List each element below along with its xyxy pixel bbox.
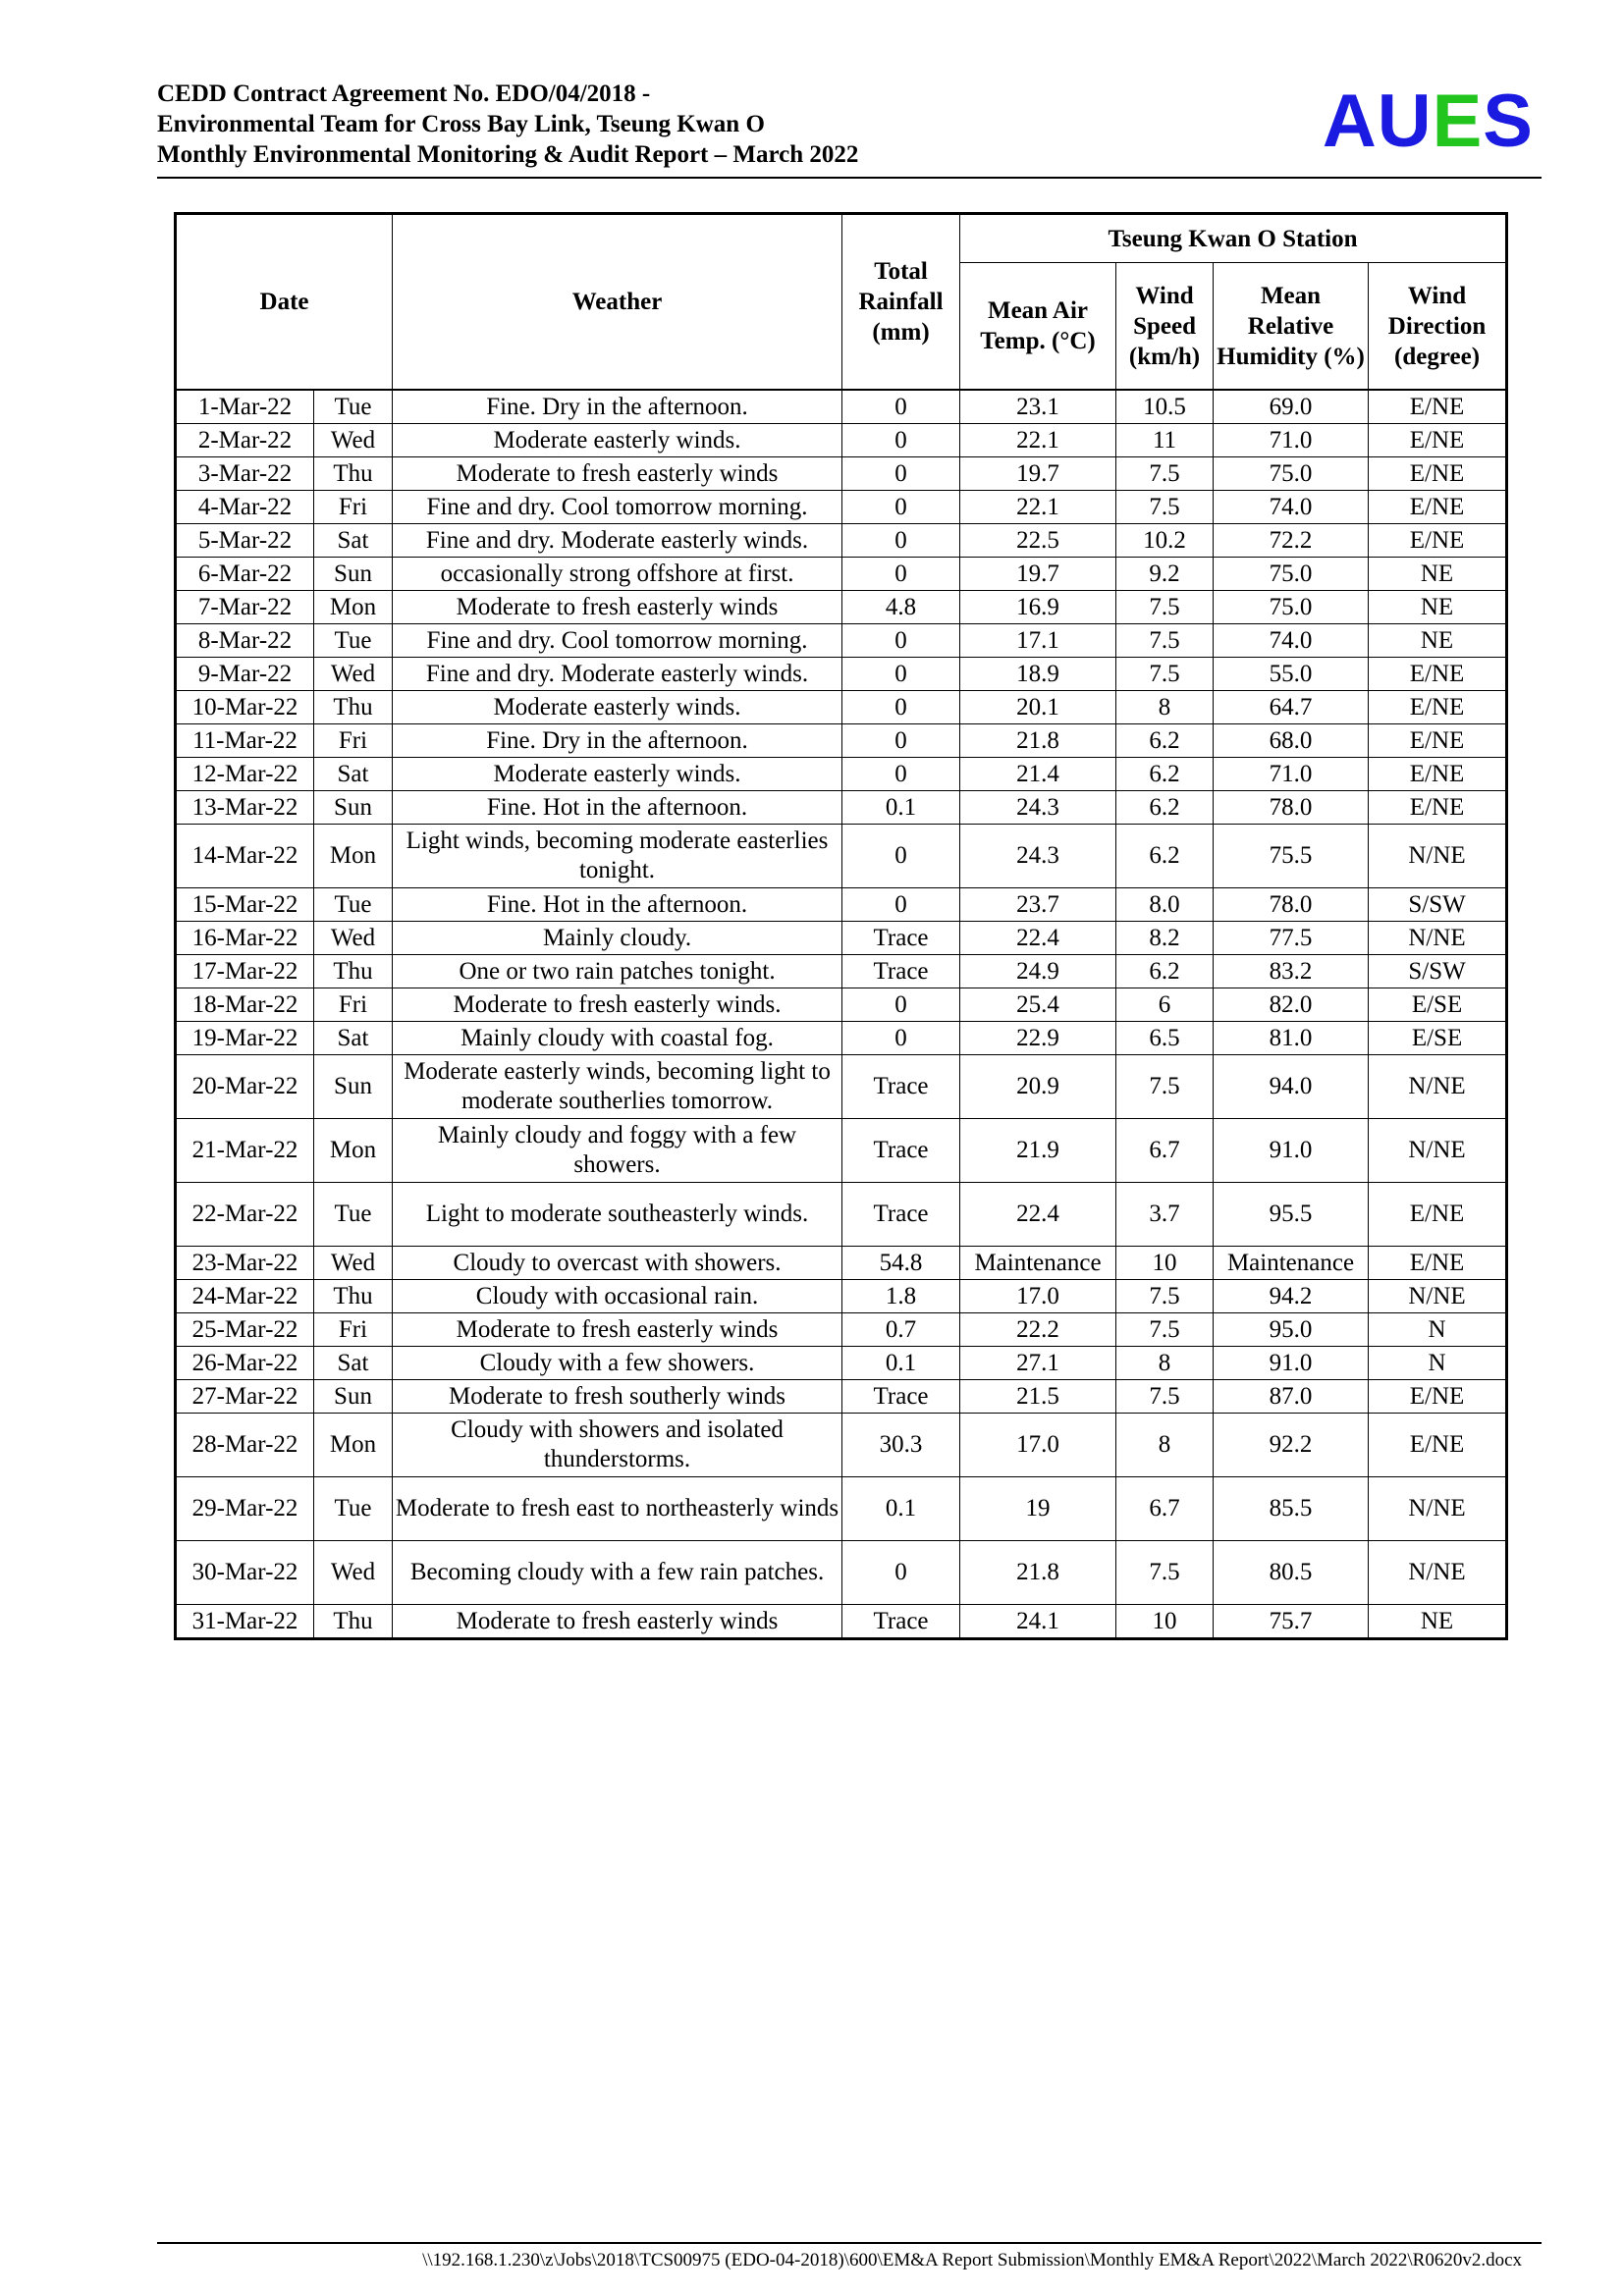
wind-direction-cell: E/NE (1369, 691, 1507, 724)
humidity-cell: 91.0 (1214, 1119, 1369, 1183)
wind-direction-header: Wind Direction (degree) (1369, 263, 1507, 391)
wind-direction-cell: N/NE (1369, 922, 1507, 955)
temp-cell: 21.8 (960, 1541, 1116, 1605)
temp-cell: 17.0 (960, 1414, 1116, 1477)
table-row (176, 1183, 1507, 1247)
temp-cell: 22.2 (960, 1313, 1116, 1347)
day-cell: Wed (314, 424, 393, 457)
day-cell: Mon (314, 825, 393, 888)
weather-cell: Cloudy with a few showers. (393, 1347, 842, 1380)
date-cell: 5-Mar-22 (176, 524, 314, 558)
wind-direction-cell: N (1369, 1347, 1507, 1380)
rainfall-cell: 0 (842, 457, 960, 491)
temp-cell: 19.7 (960, 457, 1116, 491)
temp-cell: 22.5 (960, 524, 1116, 558)
weather-cell: Moderate easterly winds. (393, 758, 842, 791)
aues-logo: AUES (1322, 80, 1534, 163)
table-row (176, 1022, 1507, 1055)
temp-cell: 21.4 (960, 758, 1116, 791)
humidity-cell: 75.0 (1214, 558, 1369, 591)
day-cell: Sun (314, 558, 393, 591)
day-cell: Mon (314, 1414, 393, 1477)
table-row (176, 457, 1507, 491)
rainfall-header: Total Rainfall (mm) (842, 214, 960, 391)
wind-speed-cell: 7.5 (1116, 457, 1214, 491)
rainfall-cell: 0 (842, 825, 960, 888)
day-cell: Tue (314, 390, 393, 424)
temp-cell: 23.7 (960, 888, 1116, 922)
wind-direction-cell: S/SW (1369, 955, 1507, 988)
humidity-cell: 82.0 (1214, 988, 1369, 1022)
weather-cell: Moderate to fresh easterly winds (393, 457, 842, 491)
weather-cell: Moderate to fresh east to northeasterly winds (393, 1477, 842, 1541)
wind-speed-cell: 6.2 (1116, 825, 1214, 888)
humidity-cell: 94.0 (1214, 1055, 1369, 1119)
temp-cell: 21.8 (960, 724, 1116, 758)
day-cell: Sat (314, 758, 393, 791)
weather-cell: One or two rain patches tonight. (393, 955, 842, 988)
wind-speed-cell: 8 (1116, 691, 1214, 724)
temp-cell: 16.9 (960, 591, 1116, 624)
day-cell: Wed (314, 1541, 393, 1605)
weather-cell: Fine and dry. Moderate easterly winds. (393, 524, 842, 558)
table-row (176, 1247, 1507, 1280)
date-cell: 9-Mar-22 (176, 658, 314, 691)
table-row (176, 524, 1507, 558)
table-row (176, 491, 1507, 524)
humidity-cell: 72.2 (1214, 524, 1369, 558)
table-row (176, 591, 1507, 624)
weather-cell: Light to moderate southeasterly winds. (393, 1183, 842, 1247)
wind-speed-cell: 6.2 (1116, 955, 1214, 988)
humidity-cell: 85.5 (1214, 1477, 1369, 1541)
humidity-cell: 71.0 (1214, 758, 1369, 791)
weather-cell: Moderate easterly winds. (393, 424, 842, 457)
wind-speed-cell: 6.2 (1116, 724, 1214, 758)
date-cell: 28-Mar-22 (176, 1414, 314, 1477)
temp-cell: 22.1 (960, 424, 1116, 457)
humidity-cell: 78.0 (1214, 791, 1369, 825)
rainfall-cell: 0 (842, 390, 960, 424)
header-divider (157, 177, 1542, 179)
day-cell: Mon (314, 591, 393, 624)
weather-cell: Light winds, becoming moderate easterlies tonight. (393, 825, 842, 888)
humidity-cell: Maintenance (1214, 1247, 1369, 1280)
temp-cell: 25.4 (960, 988, 1116, 1022)
weather-cell: Fine. Dry in the afternoon. (393, 724, 842, 758)
wind-direction-cell: E/NE (1369, 791, 1507, 825)
rainfall-cell: 0 (842, 658, 960, 691)
temp-cell: 23.1 (960, 390, 1116, 424)
rainfall-cell: 0.1 (842, 1347, 960, 1380)
file-path-footer: \\192.168.1.230\z\Jobs\2018\TCS00975 (EDO-04-2018)\600\EM&A Report Submission\Monthly EM&A Report\2022\March 2022\R0620v2.docx (422, 2250, 1522, 2270)
temp-cell: 17.1 (960, 624, 1116, 658)
wind-direction-cell: E/NE (1369, 1380, 1507, 1414)
wind-direction-cell: E/NE (1369, 524, 1507, 558)
table-row (176, 955, 1507, 988)
table-row (176, 1347, 1507, 1380)
date-cell: 27-Mar-22 (176, 1380, 314, 1414)
temp-cell: 22.1 (960, 491, 1116, 524)
weather-cell: Fine and dry. Cool tomorrow morning. (393, 491, 842, 524)
table-row (176, 624, 1507, 658)
wind-direction-cell: E/SE (1369, 1022, 1507, 1055)
date-cell: 4-Mar-22 (176, 491, 314, 524)
humidity-cell: 64.7 (1214, 691, 1369, 724)
weather-cell: Fine. Hot in the afternoon. (393, 888, 842, 922)
rainfall-cell: 4.8 (842, 591, 960, 624)
wind-direction-cell: E/NE (1369, 491, 1507, 524)
humidity-cell: 80.5 (1214, 1541, 1369, 1605)
table-row (176, 888, 1507, 922)
date-cell: 19-Mar-22 (176, 1022, 314, 1055)
wind-speed-cell: 7.5 (1116, 1313, 1214, 1347)
wind-direction-cell: E/NE (1369, 758, 1507, 791)
day-cell: Sun (314, 1380, 393, 1414)
table-row (176, 424, 1507, 457)
weather-cell: Mainly cloudy. (393, 922, 842, 955)
table-row (176, 1605, 1507, 1639)
humidity-cell: 75.0 (1214, 591, 1369, 624)
wind-speed-cell: 10.2 (1116, 524, 1214, 558)
rainfall-cell: 0 (842, 624, 960, 658)
day-cell: Thu (314, 955, 393, 988)
table-row (176, 825, 1507, 888)
wind-speed-cell: 6.7 (1116, 1477, 1214, 1541)
wind-speed-cell: 10.5 (1116, 390, 1214, 424)
day-cell: Mon (314, 1119, 393, 1183)
weather-cell: Mainly cloudy with coastal fog. (393, 1022, 842, 1055)
table-row (176, 758, 1507, 791)
wind-speed-cell: 8.0 (1116, 888, 1214, 922)
humidity-cell: 95.5 (1214, 1183, 1369, 1247)
day-cell: Fri (314, 724, 393, 758)
wind-direction-cell: N (1369, 1313, 1507, 1347)
table-row (176, 658, 1507, 691)
weather-cell: Moderate to fresh southerly winds (393, 1380, 842, 1414)
humidity-cell: 71.0 (1214, 424, 1369, 457)
date-cell: 1-Mar-22 (176, 390, 314, 424)
wind-direction-cell: NE (1369, 1605, 1507, 1639)
wind-direction-cell: N/NE (1369, 1280, 1507, 1313)
rainfall-cell: 0 (842, 491, 960, 524)
wind-speed-cell: 7.5 (1116, 491, 1214, 524)
humidity-cell: 92.2 (1214, 1414, 1369, 1477)
humidity-cell: 75.7 (1214, 1605, 1369, 1639)
rainfall-cell: 0 (842, 1541, 960, 1605)
date-cell: 17-Mar-22 (176, 955, 314, 988)
date-cell: 13-Mar-22 (176, 791, 314, 825)
wind-speed-cell: 11 (1116, 424, 1214, 457)
humidity-cell: 74.0 (1214, 624, 1369, 658)
weather-cell: Becoming cloudy with a few rain patches. (393, 1541, 842, 1605)
weather-cell: Moderate easterly winds. (393, 691, 842, 724)
wind-direction-cell: E/NE (1369, 1247, 1507, 1280)
wind-speed-cell: 8.2 (1116, 922, 1214, 955)
wind-direction-cell: E/NE (1369, 390, 1507, 424)
wind-speed-cell: 7.5 (1116, 658, 1214, 691)
weather-cell: Moderate to fresh easterly winds. (393, 988, 842, 1022)
wind-direction-cell: NE (1369, 558, 1507, 591)
day-cell: Fri (314, 491, 393, 524)
wind-direction-cell: N/NE (1369, 1541, 1507, 1605)
wind-speed-cell: 10 (1116, 1247, 1214, 1280)
day-cell: Tue (314, 624, 393, 658)
day-cell: Wed (314, 658, 393, 691)
wind-direction-cell: N/NE (1369, 1119, 1507, 1183)
date-cell: 11-Mar-22 (176, 724, 314, 758)
wind-speed-cell: 7.5 (1116, 624, 1214, 658)
day-cell: Tue (314, 1183, 393, 1247)
date-cell: 23-Mar-22 (176, 1247, 314, 1280)
wind-direction-cell: E/NE (1369, 424, 1507, 457)
rainfall-cell: 0 (842, 558, 960, 591)
wind-speed-cell: 6.5 (1116, 1022, 1214, 1055)
date-cell: 31-Mar-22 (176, 1605, 314, 1639)
rainfall-cell: 1.8 (842, 1280, 960, 1313)
day-cell: Sat (314, 1022, 393, 1055)
table-row (176, 1119, 1507, 1183)
humidity-cell: 91.0 (1214, 1347, 1369, 1380)
wind-direction-cell: NE (1369, 624, 1507, 658)
date-cell: 10-Mar-22 (176, 691, 314, 724)
table-row (176, 691, 1507, 724)
temp-cell: 21.9 (960, 1119, 1116, 1183)
date-cell: 25-Mar-22 (176, 1313, 314, 1347)
contract-line: CEDD Contract Agreement No. EDO/04/2018 - (157, 80, 651, 107)
temp-cell: 21.5 (960, 1380, 1116, 1414)
temp-cell: 22.4 (960, 1183, 1116, 1247)
weather-cell: Fine. Hot in the afternoon. (393, 791, 842, 825)
wind-direction-cell: E/NE (1369, 1183, 1507, 1247)
day-cell: Fri (314, 988, 393, 1022)
team-line: Environmental Team for Cross Bay Link, Tseung Kwan O (157, 111, 765, 137)
humidity-cell: 69.0 (1214, 390, 1369, 424)
temp-cell: 19.7 (960, 558, 1116, 591)
wind-direction-cell: NE (1369, 591, 1507, 624)
weather-cell: Fine and dry. Moderate easterly winds. (393, 658, 842, 691)
rainfall-cell: Trace (842, 1380, 960, 1414)
wind-speed-cell: 7.5 (1116, 1380, 1214, 1414)
day-cell: Wed (314, 1247, 393, 1280)
temp-cell: 27.1 (960, 1347, 1116, 1380)
humidity-cell: 75.5 (1214, 825, 1369, 888)
temp-cell: 19 (960, 1477, 1116, 1541)
report-header (157, 79, 1542, 170)
day-cell: Sat (314, 1347, 393, 1380)
humidity-cell: 68.0 (1214, 724, 1369, 758)
date-cell: 15-Mar-22 (176, 888, 314, 922)
weather-table (174, 212, 1508, 1640)
day-cell: Thu (314, 1605, 393, 1639)
humidity-cell: 95.0 (1214, 1313, 1369, 1347)
temp-cell: 18.9 (960, 658, 1116, 691)
weather-cell: Fine. Dry in the afternoon. (393, 390, 842, 424)
rainfall-cell: 0 (842, 724, 960, 758)
humidity-cell: 77.5 (1214, 922, 1369, 955)
day-cell: Thu (314, 1280, 393, 1313)
table-row (176, 1541, 1507, 1605)
date-cell: 6-Mar-22 (176, 558, 314, 591)
date-cell: 2-Mar-22 (176, 424, 314, 457)
table-row (176, 922, 1507, 955)
day-cell: Thu (314, 457, 393, 491)
wind-speed-cell: 7.5 (1116, 591, 1214, 624)
day-cell: Sun (314, 1055, 393, 1119)
day-cell: Thu (314, 691, 393, 724)
date-cell: 20-Mar-22 (176, 1055, 314, 1119)
humidity-cell: 74.0 (1214, 491, 1369, 524)
weather-cell: Moderate to fresh easterly winds (393, 591, 842, 624)
humidity-cell: 94.2 (1214, 1280, 1369, 1313)
rainfall-cell: 0 (842, 758, 960, 791)
wind-direction-cell: E/NE (1369, 1414, 1507, 1477)
wind-speed-cell: 8 (1116, 1414, 1214, 1477)
date-cell: 18-Mar-22 (176, 988, 314, 1022)
wind-speed-cell: 7.5 (1116, 1055, 1214, 1119)
temp-cell: 20.9 (960, 1055, 1116, 1119)
wind-speed-cell: 7.5 (1116, 1280, 1214, 1313)
wind-direction-cell: N/NE (1369, 1477, 1507, 1541)
wind-speed-header: Wind Speed (km/h) (1116, 263, 1214, 391)
rainfall-cell: 30.3 (842, 1414, 960, 1477)
rainfall-cell: 0.7 (842, 1313, 960, 1347)
report-title-line: Monthly Environmental Monitoring & Audit Report – March 2022 (157, 141, 859, 168)
wind-speed-cell: 6.7 (1116, 1119, 1214, 1183)
humidity-cell: 55.0 (1214, 658, 1369, 691)
rainfall-cell: 0 (842, 888, 960, 922)
wind-direction-cell: E/NE (1369, 658, 1507, 691)
date-cell: 30-Mar-22 (176, 1541, 314, 1605)
wind-direction-cell: E/NE (1369, 724, 1507, 758)
humidity-cell: 87.0 (1214, 1380, 1369, 1414)
weather-header: Weather (393, 214, 842, 391)
temp-cell: 22.4 (960, 922, 1116, 955)
temp-header: Mean Air Temp. (°C) (960, 263, 1116, 391)
table-row (176, 1280, 1507, 1313)
weather-cell: Moderate easterly winds, becoming light to moderate southerlies tomorrow. (393, 1055, 842, 1119)
weather-cell: Moderate to fresh easterly winds (393, 1313, 842, 1347)
date-cell: 26-Mar-22 (176, 1347, 314, 1380)
wind-direction-cell: N/NE (1369, 825, 1507, 888)
rainfall-cell: 0.1 (842, 1477, 960, 1541)
table-row (176, 791, 1507, 825)
day-cell: Tue (314, 888, 393, 922)
rainfall-cell: 0 (842, 1022, 960, 1055)
date-cell: 7-Mar-22 (176, 591, 314, 624)
date-header: Date (176, 214, 393, 391)
rainfall-cell: 0 (842, 424, 960, 457)
wind-speed-cell: 7.5 (1116, 1541, 1214, 1605)
temp-cell: 20.1 (960, 691, 1116, 724)
rainfall-cell: 0 (842, 691, 960, 724)
wind-speed-cell: 8 (1116, 1347, 1214, 1380)
rainfall-cell: Trace (842, 1119, 960, 1183)
weather-cell: Mainly cloudy and foggy with a few showers. (393, 1119, 842, 1183)
rainfall-cell: Trace (842, 922, 960, 955)
weather-cell: Moderate to fresh easterly winds (393, 1605, 842, 1639)
date-cell: 21-Mar-22 (176, 1119, 314, 1183)
table-row (176, 988, 1507, 1022)
table-row (176, 390, 1507, 424)
wind-speed-cell: 10 (1116, 1605, 1214, 1639)
day-cell: Sat (314, 524, 393, 558)
rainfall-cell: 0.1 (842, 791, 960, 825)
rainfall-cell: 54.8 (842, 1247, 960, 1280)
wind-speed-cell: 6 (1116, 988, 1214, 1022)
temp-cell: 24.1 (960, 1605, 1116, 1639)
temp-cell: 22.9 (960, 1022, 1116, 1055)
table-row (176, 558, 1507, 591)
wind-direction-cell: S/SW (1369, 888, 1507, 922)
temp-cell: 24.3 (960, 825, 1116, 888)
wind-direction-cell: E/SE (1369, 988, 1507, 1022)
footer-divider (157, 2242, 1542, 2244)
temp-cell: Maintenance (960, 1247, 1116, 1280)
rainfall-cell: Trace (842, 1183, 960, 1247)
wind-direction-cell: N/NE (1369, 1055, 1507, 1119)
date-cell: 3-Mar-22 (176, 457, 314, 491)
date-cell: 16-Mar-22 (176, 922, 314, 955)
rainfall-cell: 0 (842, 988, 960, 1022)
day-cell: Fri (314, 1313, 393, 1347)
table-row (176, 1380, 1507, 1414)
table-row (176, 1313, 1507, 1347)
station-header: Tseung Kwan O Station (960, 214, 1507, 263)
temp-cell: 24.9 (960, 955, 1116, 988)
weather-cell: Cloudy with showers and isolated thunderstorms. (393, 1414, 842, 1477)
weather-cell: Cloudy with occasional rain. (393, 1280, 842, 1313)
day-cell: Wed (314, 922, 393, 955)
humidity-header: Mean Relative Humidity (%) (1214, 263, 1369, 391)
weather-cell: Fine and dry. Cool tomorrow morning. (393, 624, 842, 658)
date-cell: 24-Mar-22 (176, 1280, 314, 1313)
rainfall-cell: Trace (842, 1055, 960, 1119)
rainfall-cell: 0 (842, 524, 960, 558)
temp-cell: 24.3 (960, 791, 1116, 825)
wind-speed-cell: 9.2 (1116, 558, 1214, 591)
weather-cell: occasionally strong offshore at first. (393, 558, 842, 591)
humidity-cell: 83.2 (1214, 955, 1369, 988)
weather-cell: Cloudy to overcast with showers. (393, 1247, 842, 1280)
wind-speed-cell: 3.7 (1116, 1183, 1214, 1247)
date-cell: 8-Mar-22 (176, 624, 314, 658)
date-cell: 14-Mar-22 (176, 825, 314, 888)
weather-table-body (176, 390, 1507, 1639)
rainfall-cell: Trace (842, 1605, 960, 1639)
humidity-cell: 75.0 (1214, 457, 1369, 491)
table-row (176, 1414, 1507, 1477)
humidity-cell: 81.0 (1214, 1022, 1369, 1055)
wind-speed-cell: 6.2 (1116, 791, 1214, 825)
date-cell: 29-Mar-22 (176, 1477, 314, 1541)
table-row (176, 724, 1507, 758)
rainfall-cell: Trace (842, 955, 960, 988)
date-cell: 12-Mar-22 (176, 758, 314, 791)
table-row (176, 1477, 1507, 1541)
table-row (176, 1055, 1507, 1119)
humidity-cell: 78.0 (1214, 888, 1369, 922)
wind-speed-cell: 6.2 (1116, 758, 1214, 791)
date-cell: 22-Mar-22 (176, 1183, 314, 1247)
day-cell: Sun (314, 791, 393, 825)
temp-cell: 17.0 (960, 1280, 1116, 1313)
day-cell: Tue (314, 1477, 393, 1541)
wind-direction-cell: E/NE (1369, 457, 1507, 491)
